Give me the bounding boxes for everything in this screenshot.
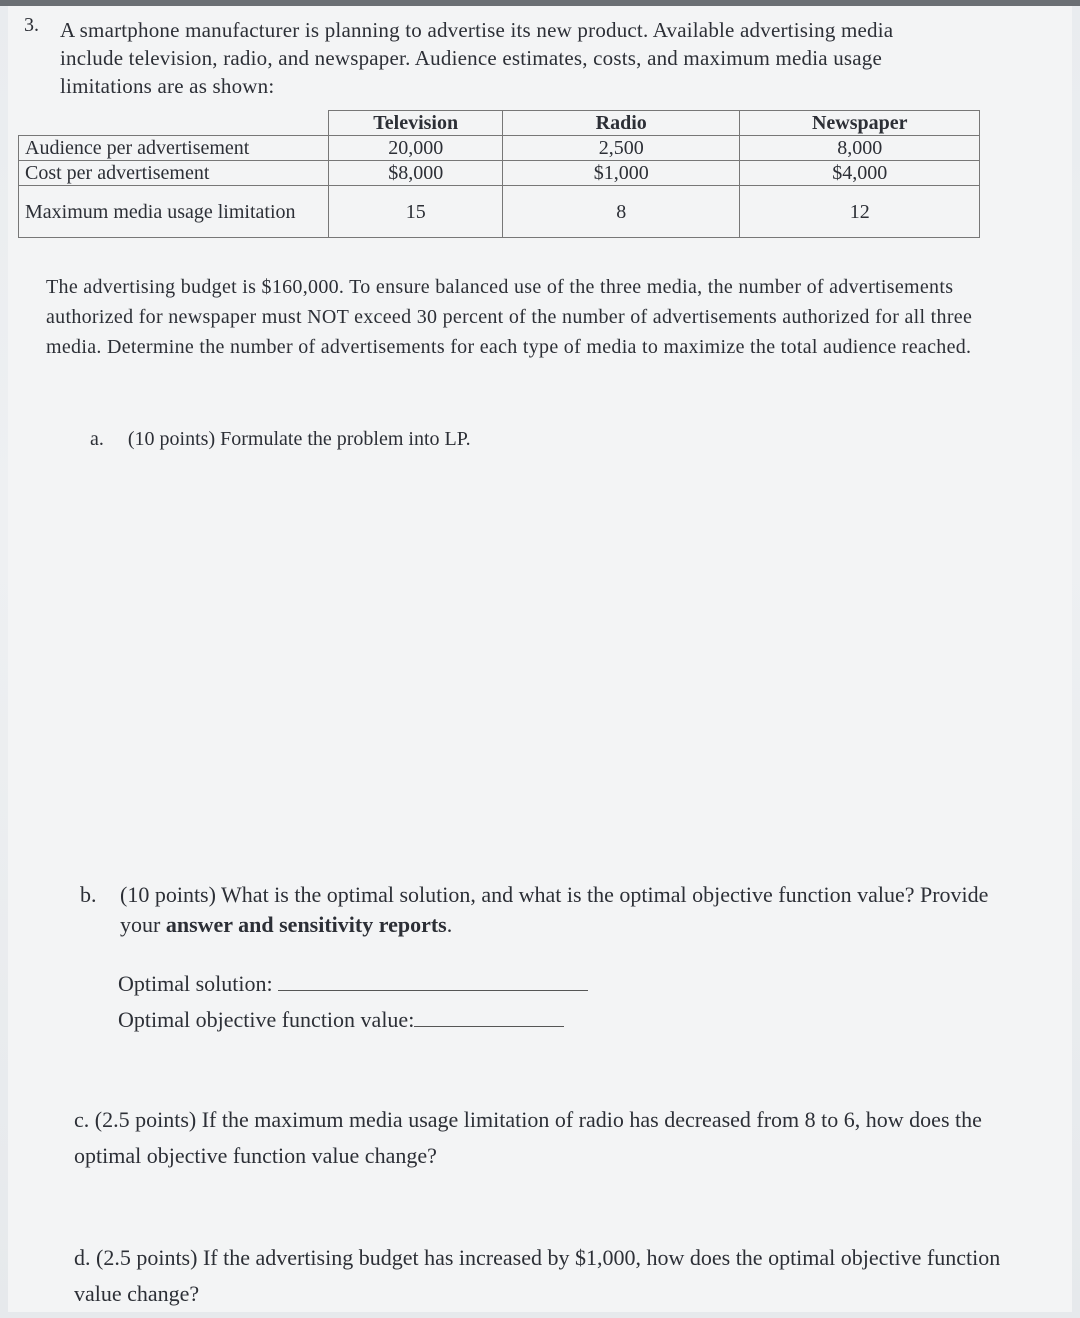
part-c [74,1102,1024,1174]
part-a-label: a. [90,428,104,450]
row-label: Cost per advertisement [19,161,329,186]
part-a [90,428,471,451]
part-b-text [120,880,1020,940]
part-b-text-start: (10 points) What is the optimal solution, and what is the optimal objective function value? Provide your [120,882,989,937]
table-cell: 20,000 [329,136,503,161]
row-label: Maximum media usage limitation [19,186,329,238]
part-d [74,1240,1024,1312]
header-radio: Radio [503,111,740,136]
optimal-value-label: Optimal objective function value: [118,1007,415,1032]
part-d-label: d. [74,1245,91,1270]
table-cell: $1,000 [503,161,740,186]
part-c-text: (2.5 points) If the maximum media usage limitation of radio has decreased from 8 to 6, how does the optimal objective function value change? [74,1107,982,1168]
table-corner [19,111,329,136]
table-row [19,136,980,161]
media-table [18,110,980,238]
optimal-solution-blank[interactable] [278,990,588,991]
part-a-text: (10 points) Formulate the problem into LP. [127,428,471,450]
optimal-value-blank[interactable] [414,1026,564,1027]
table-cell: 8,000 [740,136,980,161]
table-cell: 15 [329,186,503,238]
problem-paragraph: The advertising budget is $160,000. To ensure balanced use of the three media, the number of advertisements authorized for newspaper must NOT exceed 30 percent of the number of advertisements authorized for all three media. Determine the number of advertisements for each type of media to maximize the total audience reached. [46,276,973,358]
table-header-row [19,111,980,136]
table-cell: $4,000 [740,161,980,186]
part-b-text-bold: answer and sensitivity reports [165,912,447,937]
header-newspaper: Newspaper [740,111,980,136]
optimal-solution-label: Optimal solution: [118,971,273,996]
optimal-value-line [118,1002,588,1038]
question-intro: A smartphone manufacturer is planning to advertise its new product. Available advertising media include television, radio, and newspaper. Audience estimates, costs, and maximum media usage limitations are as shown: [60,18,894,98]
table-row [19,186,980,238]
header-television: Television [329,111,503,136]
table-cell: $8,000 [329,161,503,186]
part-b-text-end: . [446,912,453,937]
row-label: Audience per advertisement [19,136,329,161]
table-row [19,161,980,186]
table-cell: 12 [740,186,980,238]
optimal-solution-line [118,966,588,1002]
part-d-text: (2.5 points) If the advertising budget has increased by $1,000, how does the optimal objective function value change? [74,1245,1001,1306]
answer-lines [118,966,588,1038]
part-c-label: c. [74,1107,90,1132]
part-b-label: b. [80,882,97,907]
table-cell: 2,500 [503,136,740,161]
table-cell: 8 [503,186,740,238]
question-number: 3. [24,14,39,36]
